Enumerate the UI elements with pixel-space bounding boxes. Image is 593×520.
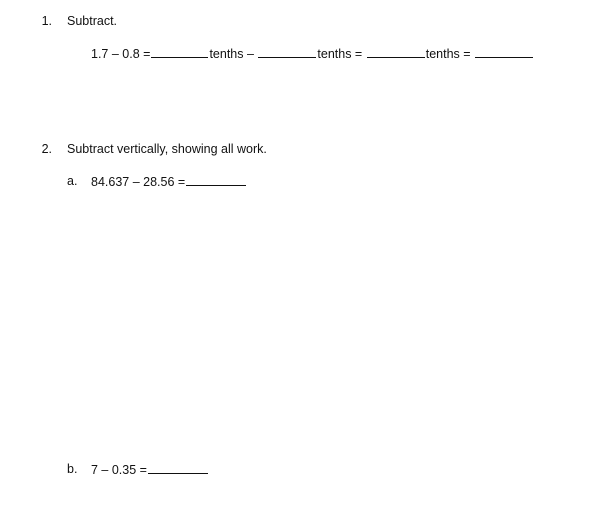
unit-label-2: tenths = xyxy=(317,47,363,61)
answer-blank-1[interactable] xyxy=(151,45,208,58)
answer-blank-3[interactable] xyxy=(367,45,425,58)
answer-blank-2[interactable] xyxy=(258,45,316,58)
part-b-label: b. xyxy=(67,462,78,476)
problem-2-instruction: Subtract vertically, showing all work. xyxy=(67,142,267,156)
part-a-answer-blank[interactable] xyxy=(186,173,246,186)
part-b-expression: 7 – 0.35 = xyxy=(91,463,147,477)
problem-1-expression: 1.7 – 0.8 = xyxy=(91,47,151,61)
part-a-label: a. xyxy=(67,174,78,188)
answer-blank-4[interactable] xyxy=(475,45,533,58)
part-b-answer-blank[interactable] xyxy=(148,461,208,474)
problem-1-equation xyxy=(91,45,534,62)
problem-2-number: 2. xyxy=(41,142,52,156)
unit-label-1: tenths – xyxy=(209,47,254,61)
part-a-expression: 84.637 – 28.56 = xyxy=(91,175,186,189)
problem-1-instruction: Subtract. xyxy=(67,14,118,28)
part-a-equation xyxy=(91,173,247,190)
problem-1-number: 1. xyxy=(41,14,52,28)
unit-label-3: tenths = xyxy=(425,47,471,61)
part-b-equation xyxy=(91,461,209,478)
